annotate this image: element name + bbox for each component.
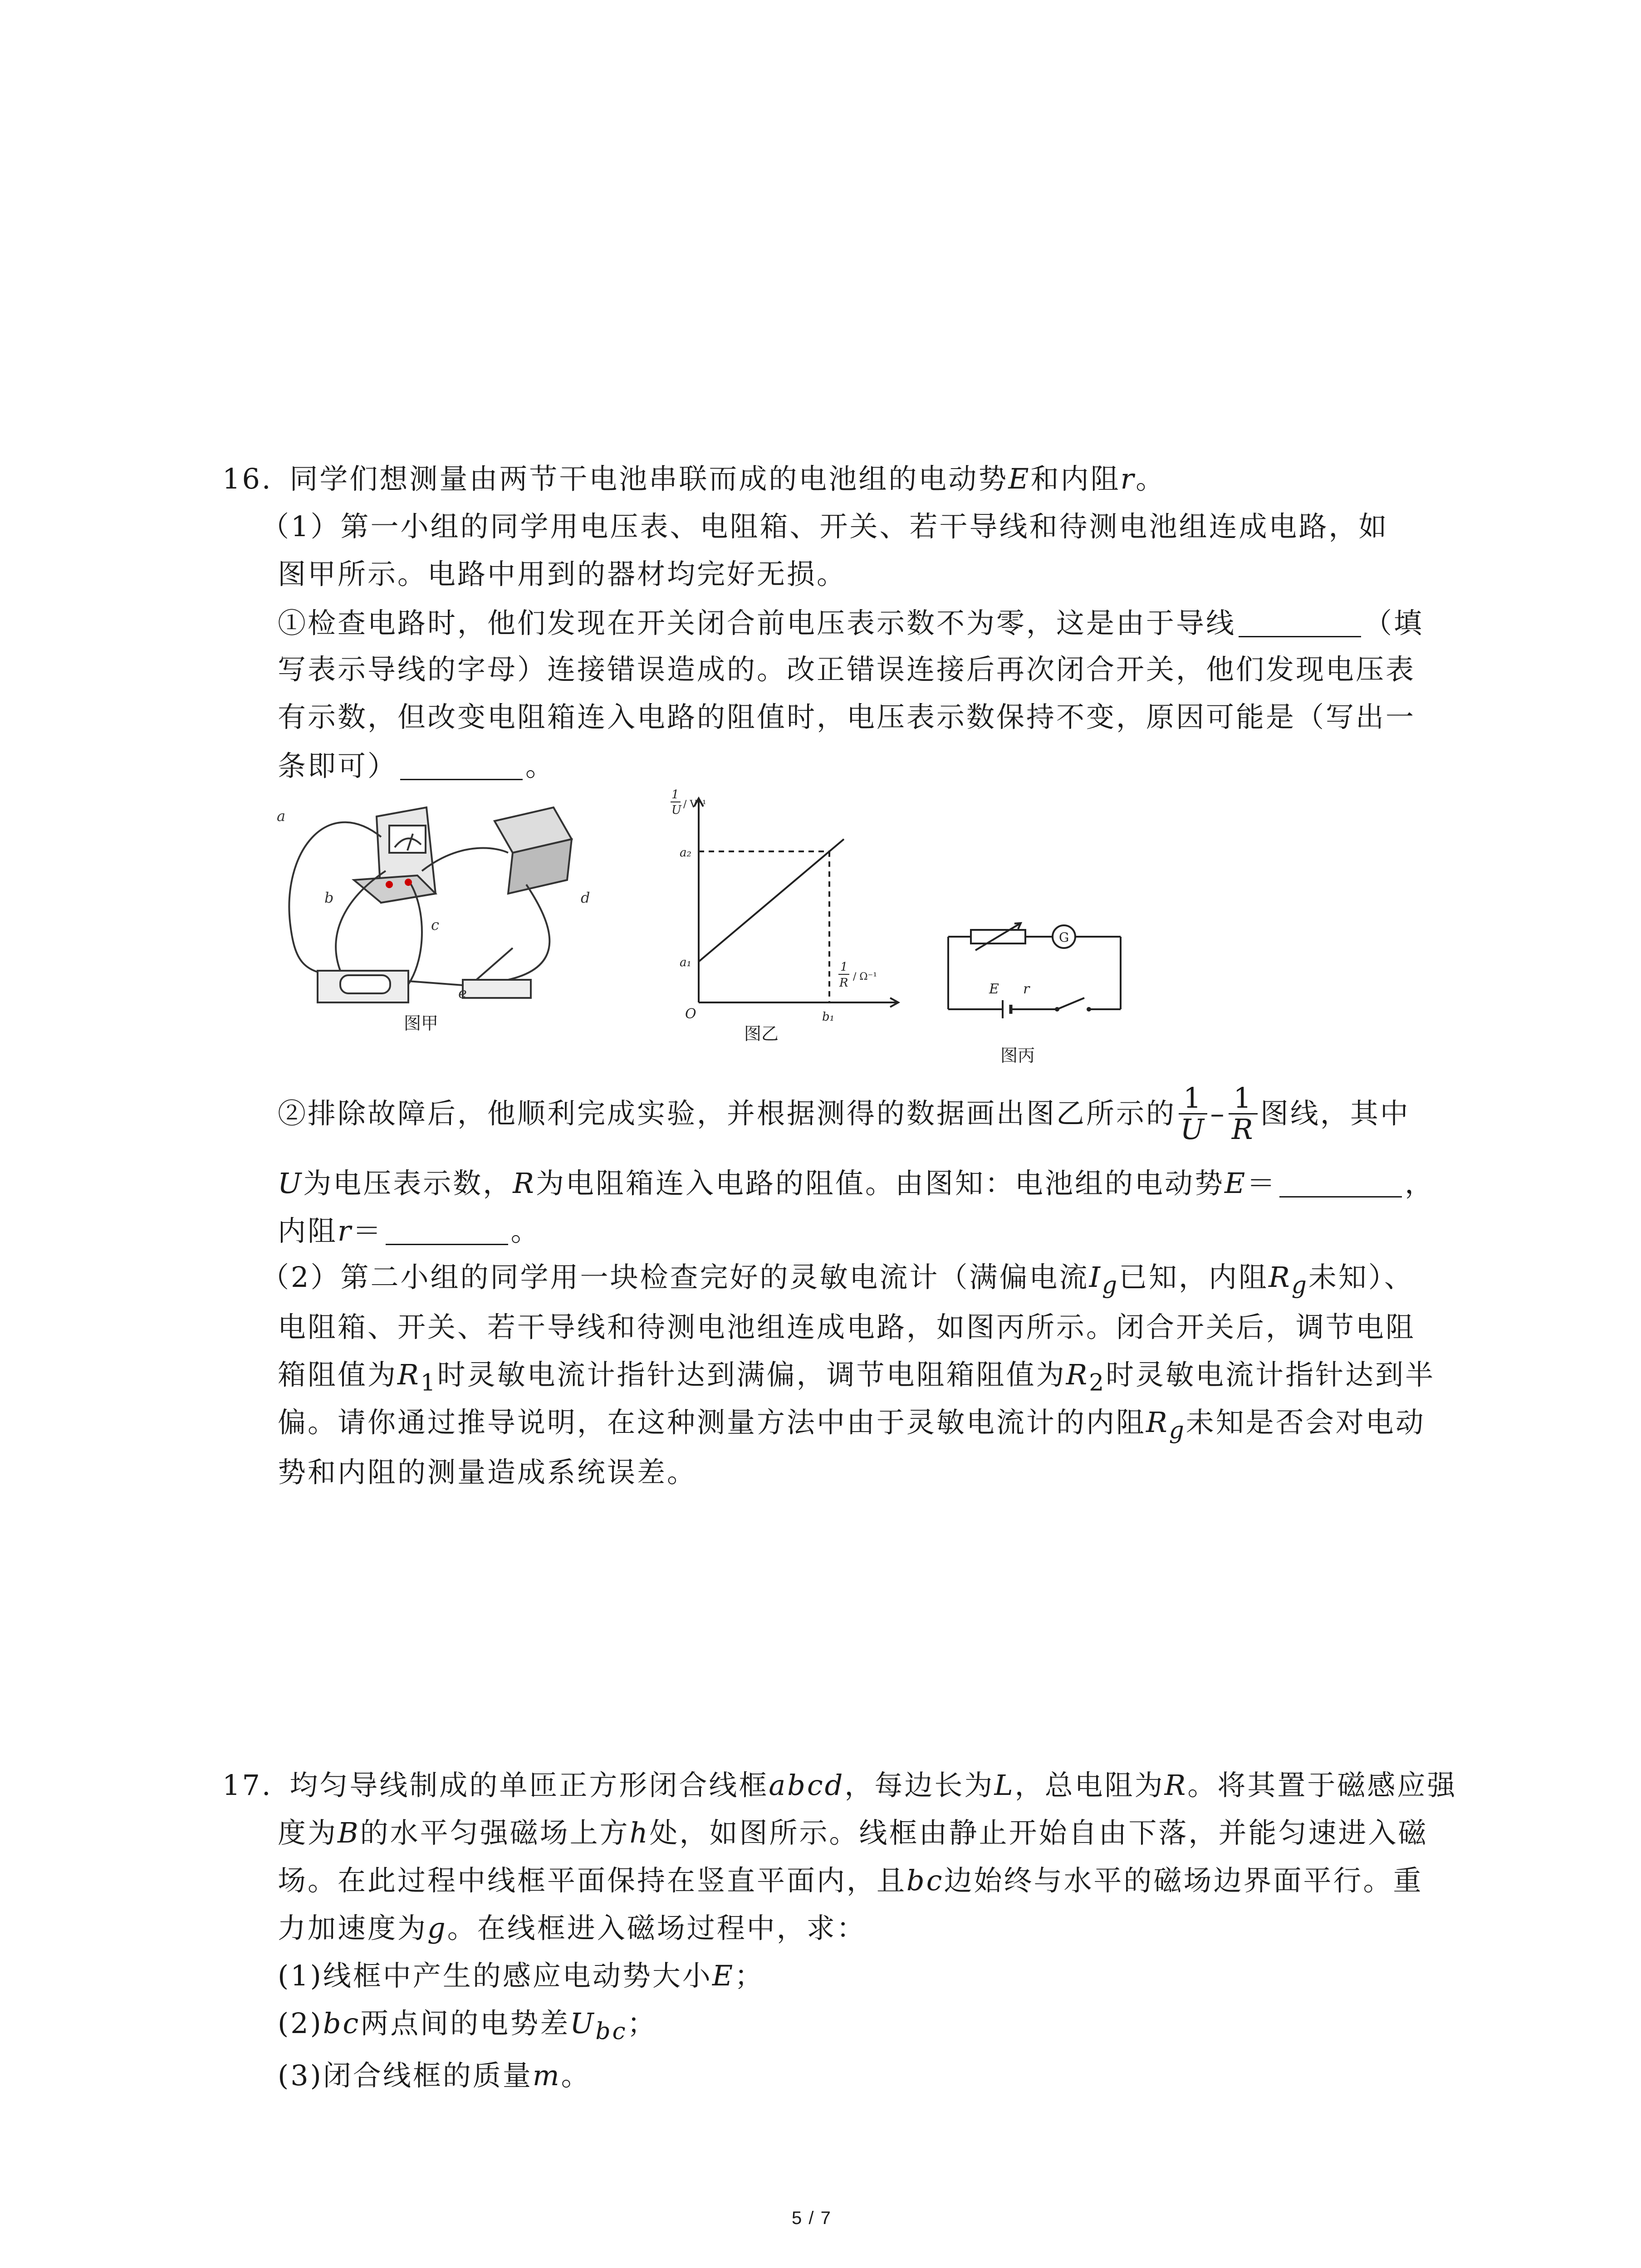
var-E: E	[1008, 462, 1031, 495]
q17-l2-a: 度为	[278, 1816, 338, 1849]
var-m: m	[532, 2059, 561, 2092]
q17-l4-b: 。在线框进入磁场过程中，求：	[447, 1911, 867, 1945]
q17-s3-b: 。	[561, 2059, 591, 2092]
q17-line-3	[278, 1864, 1423, 1897]
frac1-num: 1	[1179, 1083, 1207, 1114]
q17-l3-b: 边始终与水平的磁场边界面平行。重	[944, 1864, 1423, 1897]
q17-s1-a: (1)线框中产生的感应电动势大小	[278, 1959, 712, 1992]
q16-p1a-l4-text: 条即可）	[278, 749, 398, 782]
tick-a1: a₁	[680, 956, 691, 969]
x-label-unit: / Ω⁻¹	[853, 971, 877, 982]
q16-p1a-text-b: （填	[1364, 606, 1424, 640]
q16-p2-l3-c: 时灵敏电流计指针达到半	[1106, 1358, 1435, 1391]
var-E-2: E	[1224, 1167, 1247, 1200]
wire-label-c: c	[431, 916, 439, 934]
switch-lever	[476, 948, 513, 980]
q16-p1a-text: ①检查电路时，他们发现在开关闭合前电压表示数不为零，这是由于导线	[278, 606, 1236, 640]
figure-jia-caption: 图甲	[404, 1013, 439, 1033]
frac-dash: –	[1210, 1097, 1226, 1130]
var-Rg-sub: g	[1291, 1271, 1308, 1299]
var-abcd: abcd	[769, 1769, 845, 1802]
answer-blank-wire[interactable]	[1239, 608, 1361, 637]
var-Rg-2-sub: g	[1169, 1417, 1186, 1444]
fraction-1-over-U	[1179, 1083, 1207, 1144]
fit-line	[699, 839, 844, 962]
q16-p2-l3-a: 箱阻值为	[278, 1358, 398, 1391]
q16-p2-line-2: 电阻箱、开关、若干导线和待测电池组连成电路，如图丙所示。闭合开关后，调节电阻	[278, 1310, 1416, 1344]
tick-b1: b₁	[822, 1010, 835, 1024]
figure-yi	[662, 780, 916, 1034]
switch-base	[463, 980, 531, 998]
figure-bing	[939, 916, 1130, 1034]
galvanometer-label: G	[1059, 930, 1069, 945]
var-Ubc-sub: bc	[595, 2018, 627, 2045]
var-R1-sub: 1	[420, 1369, 437, 1397]
q16-p1-line-2: 图甲所示。电路中用到的器材均完好无损。	[278, 557, 847, 591]
var-U: U	[278, 1167, 304, 1200]
q16-line-1	[222, 462, 1166, 495]
q16-number: 16.	[222, 462, 273, 495]
q16-p2-l1-b: 已知，内阻	[1119, 1261, 1269, 1294]
var-bc-2: bc	[323, 2007, 361, 2040]
var-E-q17: E	[712, 1959, 735, 1992]
figure-jia	[272, 789, 617, 1043]
var-r: r	[1120, 462, 1136, 495]
q17-line-4	[278, 1911, 867, 1945]
frac2-num: 1	[1229, 1083, 1257, 1114]
q17-sub-2	[278, 2009, 657, 2043]
var-I-sub: g	[1102, 1271, 1119, 1299]
x-label-den: R	[839, 976, 848, 990]
tick-a2: a₂	[680, 846, 691, 860]
q16-p1-line-1: （1）第一小组的同学用电压表、电阻箱、开关、若干导线和待测电池组连成电路，如	[261, 510, 1389, 543]
q17-l1-a: 均匀导线制成的单匝正方形闭合线框	[289, 1769, 769, 1802]
wire-label-e: e	[458, 984, 467, 1002]
wire-d	[508, 885, 549, 980]
q16-p2-line-4	[278, 1408, 1425, 1442]
var-bc: bc	[906, 1864, 944, 1897]
q16-p1a-l4-end: 。	[525, 749, 556, 782]
wire-label-a: a	[277, 807, 286, 825]
q17-sub-1	[278, 1959, 765, 1992]
var-R2: R	[1066, 1358, 1089, 1391]
y-label-den: U	[671, 803, 681, 817]
var-R-q17: R	[1164, 1769, 1188, 1802]
y-label-unit: / V⁻¹	[683, 799, 706, 810]
page-number: 5 / 7	[792, 2208, 832, 2228]
q16-stem-b: 和内阻	[1030, 462, 1121, 495]
q17-s1-b: ；	[735, 1959, 765, 1992]
q17-number: 17.	[222, 1769, 273, 1802]
var-R1: R	[397, 1358, 421, 1391]
q17-l2-c: 处，如图所示。线框由静止开始自由下落，并能匀速进入磁	[649, 1816, 1428, 1849]
q17-s2-b: 两点间的电势差	[360, 2007, 570, 2040]
y-label-num: 1	[671, 788, 679, 802]
var-Ubc: U	[570, 2007, 596, 2040]
q17-l3-a: 场。在此过程中线框平面保持在竖直平面内，且	[278, 1864, 907, 1897]
internal-r-label: r	[1023, 981, 1030, 997]
wire-label-b: b	[324, 889, 334, 906]
var-B: B	[338, 1816, 360, 1849]
q17-l1-c: ，总电阻为	[1014, 1769, 1165, 1802]
answer-blank-emf[interactable]	[1279, 1168, 1402, 1198]
emf-label: E	[989, 981, 999, 997]
q16-p1b-l3-c: 。	[510, 1214, 541, 1247]
var-h: h	[629, 1816, 650, 1849]
switch-symbol	[1057, 998, 1084, 1009]
q16-p1b-line-3	[278, 1216, 541, 1245]
x-label-num: 1	[840, 960, 848, 974]
q16-p1b-l2-a: 为电压表示数，	[303, 1167, 513, 1200]
q17-sub-3	[278, 2059, 591, 2092]
q16-p1a-line-3: 有示数，但改变电阻箱连入电路的阻值时，电压表示数保持不变，原因可能是（写出一	[278, 700, 1416, 733]
q16-p2-line-5: 势和内阻的测量造成系统误差。	[278, 1456, 697, 1489]
answer-blank-reason[interactable]	[400, 751, 523, 780]
q16-p1b-line-1	[278, 1082, 1410, 1145]
q17-s2-c: ；	[627, 2007, 657, 2040]
q16-p2-l4-b: 未知是否会对电动	[1185, 1406, 1425, 1439]
q17-l4-a: 力加速度为	[278, 1911, 428, 1945]
q16-p1a-line-4	[278, 751, 555, 780]
q16-p2-l1-c: 未知）、	[1308, 1261, 1414, 1294]
q17-s3-a: (3)闭合线框的质量	[278, 2059, 533, 2092]
var-L: L	[994, 1769, 1015, 1802]
battery-cells	[340, 975, 390, 993]
q16-stem: 同学们想测量由两节干电池串联而成的电池组的电动势	[289, 462, 1009, 495]
q16-p2-l4-a: 偏。请你通过推导说明，在这种测量方法中由于灵敏电流计的内阻	[278, 1406, 1146, 1439]
frac1-den: U	[1180, 1112, 1206, 1146]
q17-l2-b: 的水平匀强磁场上方	[360, 1816, 630, 1849]
q17-line-2	[278, 1816, 1428, 1849]
q16-p2-line-1	[261, 1263, 1414, 1297]
q16-p1b-l2-d: ，	[1405, 1167, 1435, 1200]
q16-p1a-line-1	[278, 606, 1424, 640]
q16-p1b-l2-c: ＝	[1247, 1167, 1277, 1200]
var-R: R	[513, 1167, 536, 1200]
q16-stem-c: 。	[1136, 462, 1166, 495]
q16-p1b-l3-a: 内阻	[278, 1214, 338, 1247]
answer-blank-internal-r[interactable]	[386, 1216, 508, 1245]
q16-p1b-l2-b: 为电阻箱连入电路的阻值。由图知：电池组的电动势	[535, 1167, 1225, 1200]
figure-yi-caption: 图乙	[744, 1024, 779, 1044]
q16-p2-line-3	[278, 1358, 1435, 1397]
q17-l1-b: ，每边长为	[844, 1769, 994, 1802]
figure-bing-caption: 图丙	[1000, 1046, 1035, 1066]
var-Rg: R	[1269, 1261, 1292, 1294]
var-R2-sub: 2	[1089, 1369, 1106, 1397]
q16-p1a-line-2: 写表示导线的字母）连接错误造成的。改正错误连接后再次闭合开关，他们发现电压表	[278, 653, 1416, 686]
q16-p1b-text-b: 图线，其中	[1260, 1097, 1410, 1130]
var-Rg-2: R	[1146, 1406, 1169, 1439]
q16-p2-l1-a: （2）第二小组的同学用一块检查完好的灵敏电流计（满偏电流	[261, 1261, 1089, 1294]
fraction-1-over-R	[1229, 1083, 1257, 1144]
var-r-2: r	[338, 1214, 353, 1247]
q16-p1b-l3-b: ＝	[353, 1214, 383, 1247]
q16-p2-l3-b: 时灵敏电流计指针达到满偏，调节电阻箱阻值为	[437, 1358, 1066, 1391]
q16-p1b-line-2	[278, 1168, 1435, 1198]
var-g: g	[427, 1911, 447, 1945]
wire-label-d: d	[581, 889, 590, 906]
q17-l1-d: 。将其置于磁感应强	[1187, 1769, 1457, 1802]
frac2-den: R	[1231, 1112, 1255, 1146]
q16-p1b-text: ②排除故障后，他顺利完成实验，并根据测得的数据画出图乙所示的	[278, 1097, 1176, 1130]
q17-line-1	[222, 1769, 1457, 1802]
origin-label: O	[685, 1006, 696, 1022]
var-I: I	[1089, 1261, 1102, 1294]
q17-s2-a: (2)	[278, 2007, 323, 2040]
